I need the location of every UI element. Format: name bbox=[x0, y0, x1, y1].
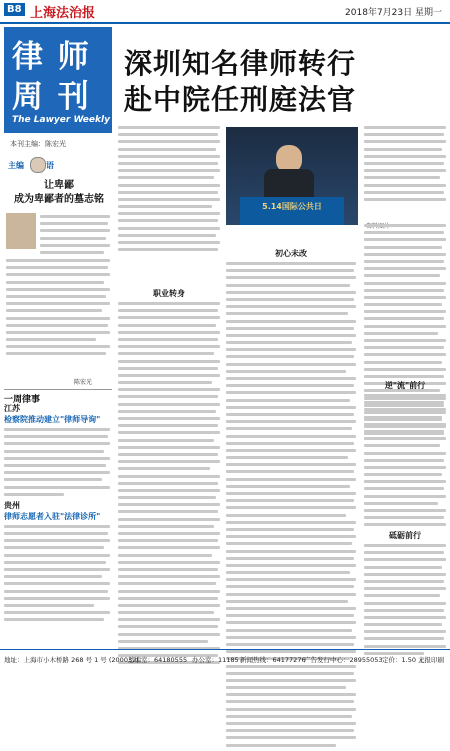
editor-credit: 本刊主编：陈宏光 bbox=[10, 140, 66, 148]
essay-body bbox=[6, 259, 110, 360]
host-strip bbox=[4, 157, 112, 173]
article-right-top bbox=[364, 126, 446, 205]
page-number: B8 bbox=[4, 3, 25, 16]
essay-author: 陈宏光 bbox=[74, 379, 93, 386]
essay-body-top bbox=[40, 215, 110, 258]
footer-price: 定价：1.50 元 bbox=[382, 656, 425, 664]
footer-ad-phone: 广告发行中心：28955053 bbox=[304, 656, 383, 664]
column-title-line2: 周 刊 bbox=[12, 79, 91, 115]
column-banner bbox=[4, 27, 112, 133]
footer-editorial-phone: 总编室：64180555 bbox=[128, 656, 188, 664]
weekly-cases-heading: 一周律事 bbox=[4, 389, 112, 405]
section-heading-against-current: 逆"流"前行 bbox=[384, 381, 426, 390]
case-region-1: 江苏 bbox=[4, 404, 20, 413]
headline-line1: 深圳知名律师转行 bbox=[124, 47, 357, 80]
footer-printer: 上报印刷 bbox=[418, 656, 444, 664]
footer-address: 地址：上海市小木桥路 268 号 1 号 (200032) bbox=[4, 656, 139, 664]
footer-office-phone: 办公室：11185 bbox=[192, 656, 239, 664]
footer-news-phone: 新闻热线：64177276 bbox=[240, 656, 306, 664]
article-col3-bottom bbox=[364, 544, 446, 659]
headline-line2: 赴中院任刑庭法官 bbox=[124, 83, 357, 116]
essay-title-text: 让卑鄙 成为卑鄙者的墓志铭 bbox=[14, 180, 104, 205]
column-title-line1: 律 师 bbox=[12, 39, 91, 75]
article-intro bbox=[118, 126, 220, 255]
host-avatar bbox=[30, 157, 46, 173]
section-heading-forge-ahead: 砥砺前行 bbox=[389, 531, 421, 540]
sidebar bbox=[4, 27, 112, 639]
page-footer bbox=[0, 649, 450, 668]
article-headline bbox=[124, 46, 444, 118]
weekly-cases-box bbox=[4, 389, 112, 639]
article-col3-mid bbox=[364, 394, 446, 531]
column-english-title: The Lawyer Weekly bbox=[12, 115, 110, 125]
page-header bbox=[0, 0, 450, 24]
newspaper-masthead: 上海法治报 bbox=[30, 6, 96, 21]
article-col2 bbox=[226, 262, 356, 751]
speaker-photo bbox=[226, 127, 358, 225]
host-label: 主编 bbox=[8, 161, 24, 170]
podium-banner: 5.14国际公共日 bbox=[262, 202, 322, 211]
case-body-1 bbox=[4, 428, 112, 496]
case-region-2: 贵州 bbox=[4, 500, 20, 510]
section-heading-original-intent: 初心未改 bbox=[275, 249, 307, 258]
article-col1 bbox=[118, 302, 220, 669]
essay-title bbox=[6, 179, 112, 207]
essay-author-photo bbox=[6, 213, 36, 249]
host-badge: 语 bbox=[46, 161, 54, 170]
issue-date: 2018年7月23日 星期一 bbox=[345, 8, 442, 18]
case-headline-2: 律师志愿者入驻"法律诊所" bbox=[4, 511, 101, 521]
section-heading-career-change: 职业转身 bbox=[153, 289, 185, 298]
case-headline-1: 检察院推动建立"律师导询" bbox=[4, 415, 101, 424]
case-body-2 bbox=[4, 525, 112, 621]
